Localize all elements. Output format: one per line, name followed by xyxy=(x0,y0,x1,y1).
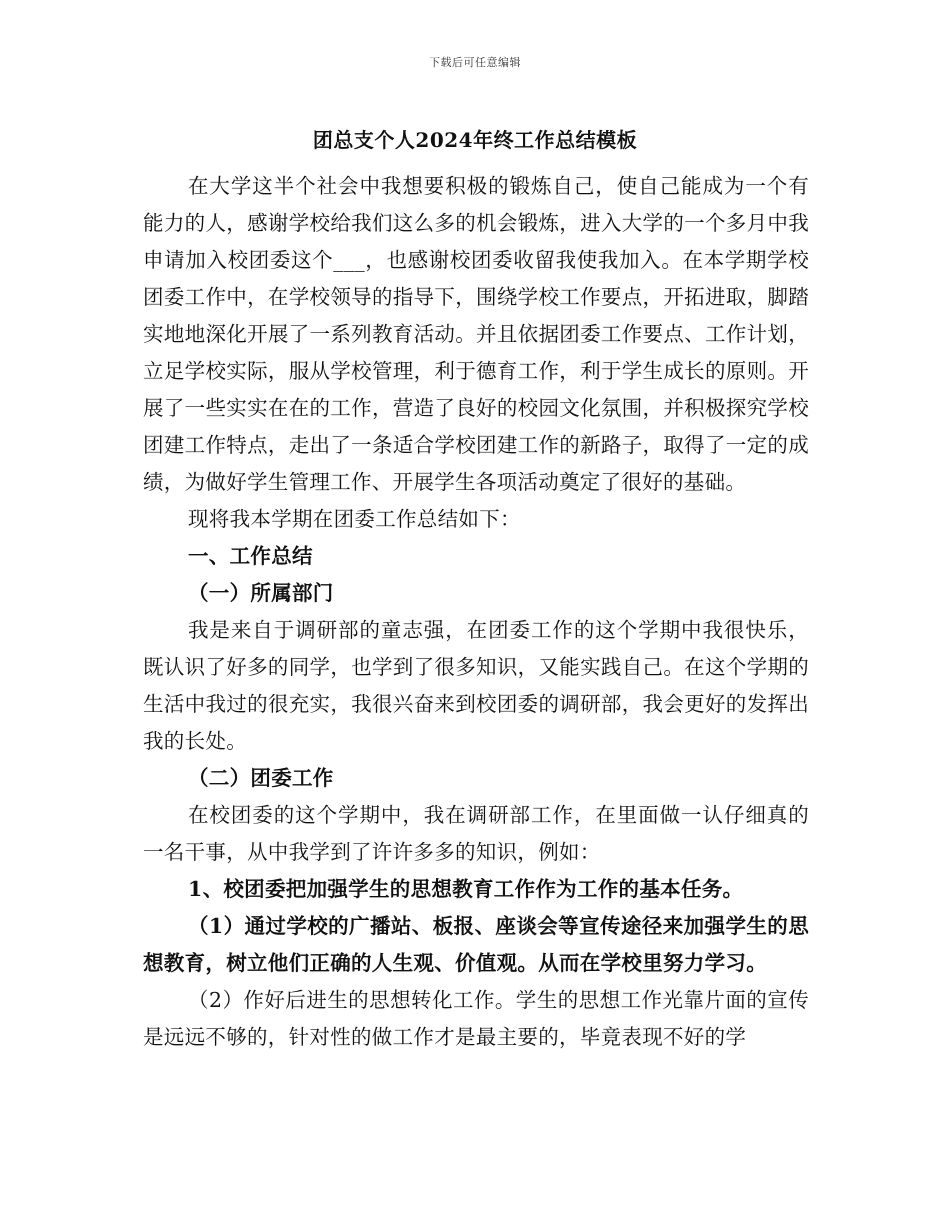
subsection-heading: （一）所属部门 xyxy=(188,581,334,605)
page-header: 下载后可任意编辑 xyxy=(429,56,521,69)
intro-paragraph: 在大学这半个社会中我想要积极的锻炼自己，使自己能成为一个有能力的人，感谢学校给我们这么多的机会锻炼，进入大学的一个多月中我申请加入校团委这个___，也感谢校团委收留我使我加入。在本学期学校团委工作中，在学校领导的指导下，围绕学校工作要点，开拓进取，脚踏实地地深化开展了一系列教育活动。并且依据团委工作要点、工作计划，立足学校实际，服从学校管理，利于德育工作，利于学生成长的原则。开展了一些实实在在的工作，营造了良好的校园文化氛围，并积极探究学校团建工作特点，走出了一条适合学校团建工作的新路子，取得了一定的成绩，为做好学生管理工作、开展学生各项活动奠定了很好的基础。 xyxy=(143,174,809,494)
section-heading: 一、工作总结 xyxy=(188,544,313,568)
work-paragraph: 在校团委的这个学期中，我在调研部工作，在里面做一认仔细真的一名干事，从中我学到了许许多多的知识，例如： xyxy=(143,803,809,864)
list-item-paragraph: （2）作好后进生的思想转化工作。学生的思想工作光靠片面的宣传是远远不够的，针对性的做工作才是最主要的，毕竟表现不好的学 xyxy=(143,988,809,1049)
numbered-heading: 1、校团委把加强学生的思想教育工作作为工作的基本任务。 xyxy=(188,877,744,901)
summary-lead-paragraph: 现将我本学期在团委工作总结如下： xyxy=(188,507,521,531)
subsection-heading: （二）团委工作 xyxy=(188,766,334,790)
list-item-paragraph: （1）通过学校的广播站、板报、座谈会等宣传途径来加强学生的思想教育，树立他们正确的人生观、价值观。从而在学校里努力学习。 xyxy=(143,914,809,975)
document-body xyxy=(143,168,809,1056)
department-paragraph: 我是来自于调研部的童志强，在团委工作的这个学期中我很快乐，既认识了好多的同学，也学到了很多知识，又能实践自己。在这个学期的生活中我过的很充实，我很兴奋来到校团委的调研部，我会更好的发挥出我的长处。 xyxy=(143,618,809,753)
document-title: 团总支个人2024年终工作总结模板 xyxy=(312,128,638,152)
